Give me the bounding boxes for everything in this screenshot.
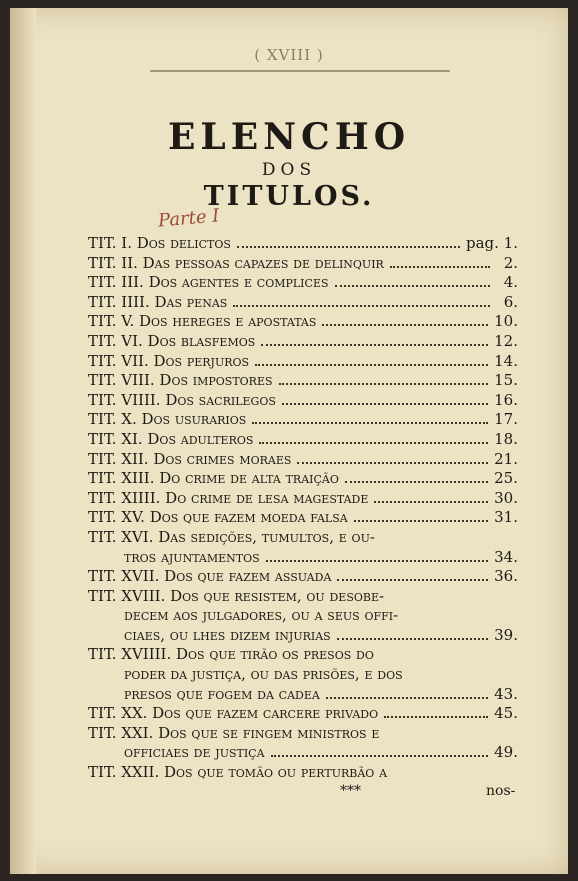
entry-title: TIT. V. Dos hereges e apostatas bbox=[88, 312, 317, 331]
contents-entry bbox=[88, 528, 518, 548]
dot-leader bbox=[266, 560, 488, 562]
contents-entry bbox=[88, 450, 518, 470]
dot-leader bbox=[271, 755, 489, 757]
contents-entry bbox=[88, 391, 518, 411]
entry-title: TIT. XII. Dos crimes moraes bbox=[88, 449, 292, 468]
contents-entry bbox=[88, 508, 518, 528]
dot-leader bbox=[252, 422, 488, 424]
dot-leader bbox=[261, 344, 488, 346]
contents-entry bbox=[88, 645, 518, 665]
entry-page-number: 14. bbox=[494, 351, 518, 370]
entry-page-number: pag. 1. bbox=[466, 234, 518, 252]
dot-leader bbox=[345, 481, 488, 483]
contents-entry bbox=[88, 606, 518, 626]
title-titulos: TITULOS. bbox=[203, 181, 375, 212]
contents-entry bbox=[88, 469, 518, 489]
entry-page-number: 17. bbox=[494, 410, 518, 429]
dot-leader bbox=[326, 697, 488, 699]
entry-title: TIT. XXI. Dos que se fingem ministros e bbox=[88, 723, 380, 742]
entry-title: poder da justiça, ou das prisões, e dos bbox=[124, 665, 403, 684]
dot-leader bbox=[233, 305, 490, 307]
contents-entry bbox=[88, 273, 518, 293]
entry-title: TIT. VI. Dos blasfemos bbox=[88, 331, 256, 350]
entry-title: officiaes de justiça bbox=[124, 743, 265, 762]
contents-entry bbox=[88, 352, 518, 372]
entry-title: TIT. II. Das pessoas capazes de delinquir bbox=[88, 253, 384, 272]
entry-page-number: 10. bbox=[494, 312, 518, 331]
entry-page-number: 25. bbox=[494, 469, 518, 488]
entry-title: TIT. VII. Dos perjuros bbox=[88, 351, 250, 370]
entry-page-number: 4. bbox=[503, 273, 518, 292]
entry-title: presos que fogem da cadea bbox=[124, 684, 320, 703]
entry-title: TIT. I. Dos delictos bbox=[88, 234, 231, 252]
title-dos: DOS bbox=[261, 160, 317, 180]
signature-mark: *** bbox=[340, 783, 361, 799]
contents-entry bbox=[88, 489, 518, 509]
entry-title: TIT. III. Dos agentes e complices bbox=[88, 273, 329, 292]
handwritten-note: Parte I bbox=[157, 205, 221, 232]
entry-page-number: 15. bbox=[494, 371, 518, 390]
entry-title: TIT. VIIII. Dos sacrilegos bbox=[88, 390, 276, 409]
entry-title: TIT. XIII. Do crime de alta traição bbox=[88, 469, 339, 488]
contents-list bbox=[88, 234, 518, 783]
title-elencho: ELENCHO bbox=[167, 116, 411, 158]
page-number: ( XVIII ) bbox=[254, 46, 324, 64]
entry-title: TIT. XI. Dos adulteros bbox=[88, 429, 254, 448]
contents-entry bbox=[88, 587, 518, 607]
dot-leader bbox=[337, 638, 488, 640]
entry-page-number: 12. bbox=[494, 331, 518, 350]
entry-page-number: 36. bbox=[494, 567, 518, 586]
entry-page-number: 30. bbox=[494, 488, 518, 507]
contents-entry bbox=[88, 685, 518, 705]
entry-page-number: 31. bbox=[494, 508, 518, 527]
contents-entry bbox=[88, 332, 518, 352]
entry-title: TIT. IIII. Das penas bbox=[88, 292, 228, 311]
dot-leader bbox=[354, 520, 488, 522]
dot-leader bbox=[384, 716, 488, 718]
contents-entry bbox=[88, 293, 518, 313]
entry-page-number: 21. bbox=[494, 449, 518, 468]
entry-page-number: 16. bbox=[494, 390, 518, 409]
entry-page-number: 18. bbox=[494, 429, 518, 448]
contents-entry bbox=[88, 234, 518, 254]
dot-leader bbox=[390, 266, 490, 268]
entry-title: tros ajuntamentos bbox=[124, 547, 260, 566]
dot-leader bbox=[259, 442, 488, 444]
dot-leader bbox=[322, 324, 488, 326]
dot-leader bbox=[282, 403, 488, 405]
dot-leader bbox=[237, 246, 460, 248]
dot-leader bbox=[337, 579, 488, 581]
entry-title: TIT. XVI. Das sedições, tumultos, e ou- bbox=[88, 527, 375, 546]
header-rule bbox=[150, 70, 450, 72]
contents-entry bbox=[88, 548, 518, 568]
contents-entry bbox=[88, 410, 518, 430]
contents-entry bbox=[88, 254, 518, 274]
entry-page-number: 45. bbox=[494, 704, 518, 723]
dot-leader bbox=[255, 364, 488, 366]
entry-page-number: 34. bbox=[494, 547, 518, 566]
contents-entry bbox=[88, 371, 518, 391]
entry-title: decem aos julgadores, ou a seus offi- bbox=[124, 606, 399, 625]
entry-title: TIT. XXII. Dos que tomão ou perturbão a bbox=[88, 763, 388, 782]
entry-page-number: 39. bbox=[494, 625, 518, 644]
entry-title: TIT. VIII. Dos impostores bbox=[88, 371, 273, 390]
contents-entry bbox=[88, 567, 518, 587]
contents-entry bbox=[88, 312, 518, 332]
entry-title: TIT. XIIII. Do crime de lesa magestade bbox=[88, 488, 369, 507]
dot-leader bbox=[279, 383, 489, 385]
contents-entry bbox=[88, 724, 518, 744]
entry-page-number: 6. bbox=[503, 292, 518, 311]
dot-leader bbox=[335, 285, 490, 287]
entry-page-number: 49. bbox=[494, 743, 518, 762]
entry-title: ciaes, ou lhes dizem injurias bbox=[124, 625, 331, 644]
contents-entry bbox=[88, 743, 518, 763]
entry-title: TIT. XVIIII. Dos que tirão os presos do bbox=[88, 645, 374, 664]
entry-page-number: 43. bbox=[494, 684, 518, 703]
entry-title: TIT. XVIII. Dos que resistem, ou desobe- bbox=[88, 586, 385, 605]
dot-leader bbox=[297, 462, 488, 464]
entry-title: TIT. XX. Dos que fazem carcere privado bbox=[88, 704, 379, 723]
contents-entry bbox=[88, 430, 518, 450]
contents-entry bbox=[88, 763, 518, 783]
contents-entry bbox=[88, 665, 518, 685]
entry-title: TIT. XVII. Dos que fazem assuada bbox=[88, 567, 332, 586]
contents-entry bbox=[88, 626, 518, 646]
entry-title: TIT. XV. Dos que fazem moeda falsa bbox=[88, 508, 348, 527]
entry-title: TIT. X. Dos usurarios bbox=[88, 410, 247, 429]
book-page bbox=[10, 8, 568, 874]
dot-leader bbox=[374, 501, 488, 503]
contents-entry bbox=[88, 704, 518, 724]
entry-page-number: 2. bbox=[503, 253, 518, 272]
catchword: nos- bbox=[486, 783, 516, 799]
